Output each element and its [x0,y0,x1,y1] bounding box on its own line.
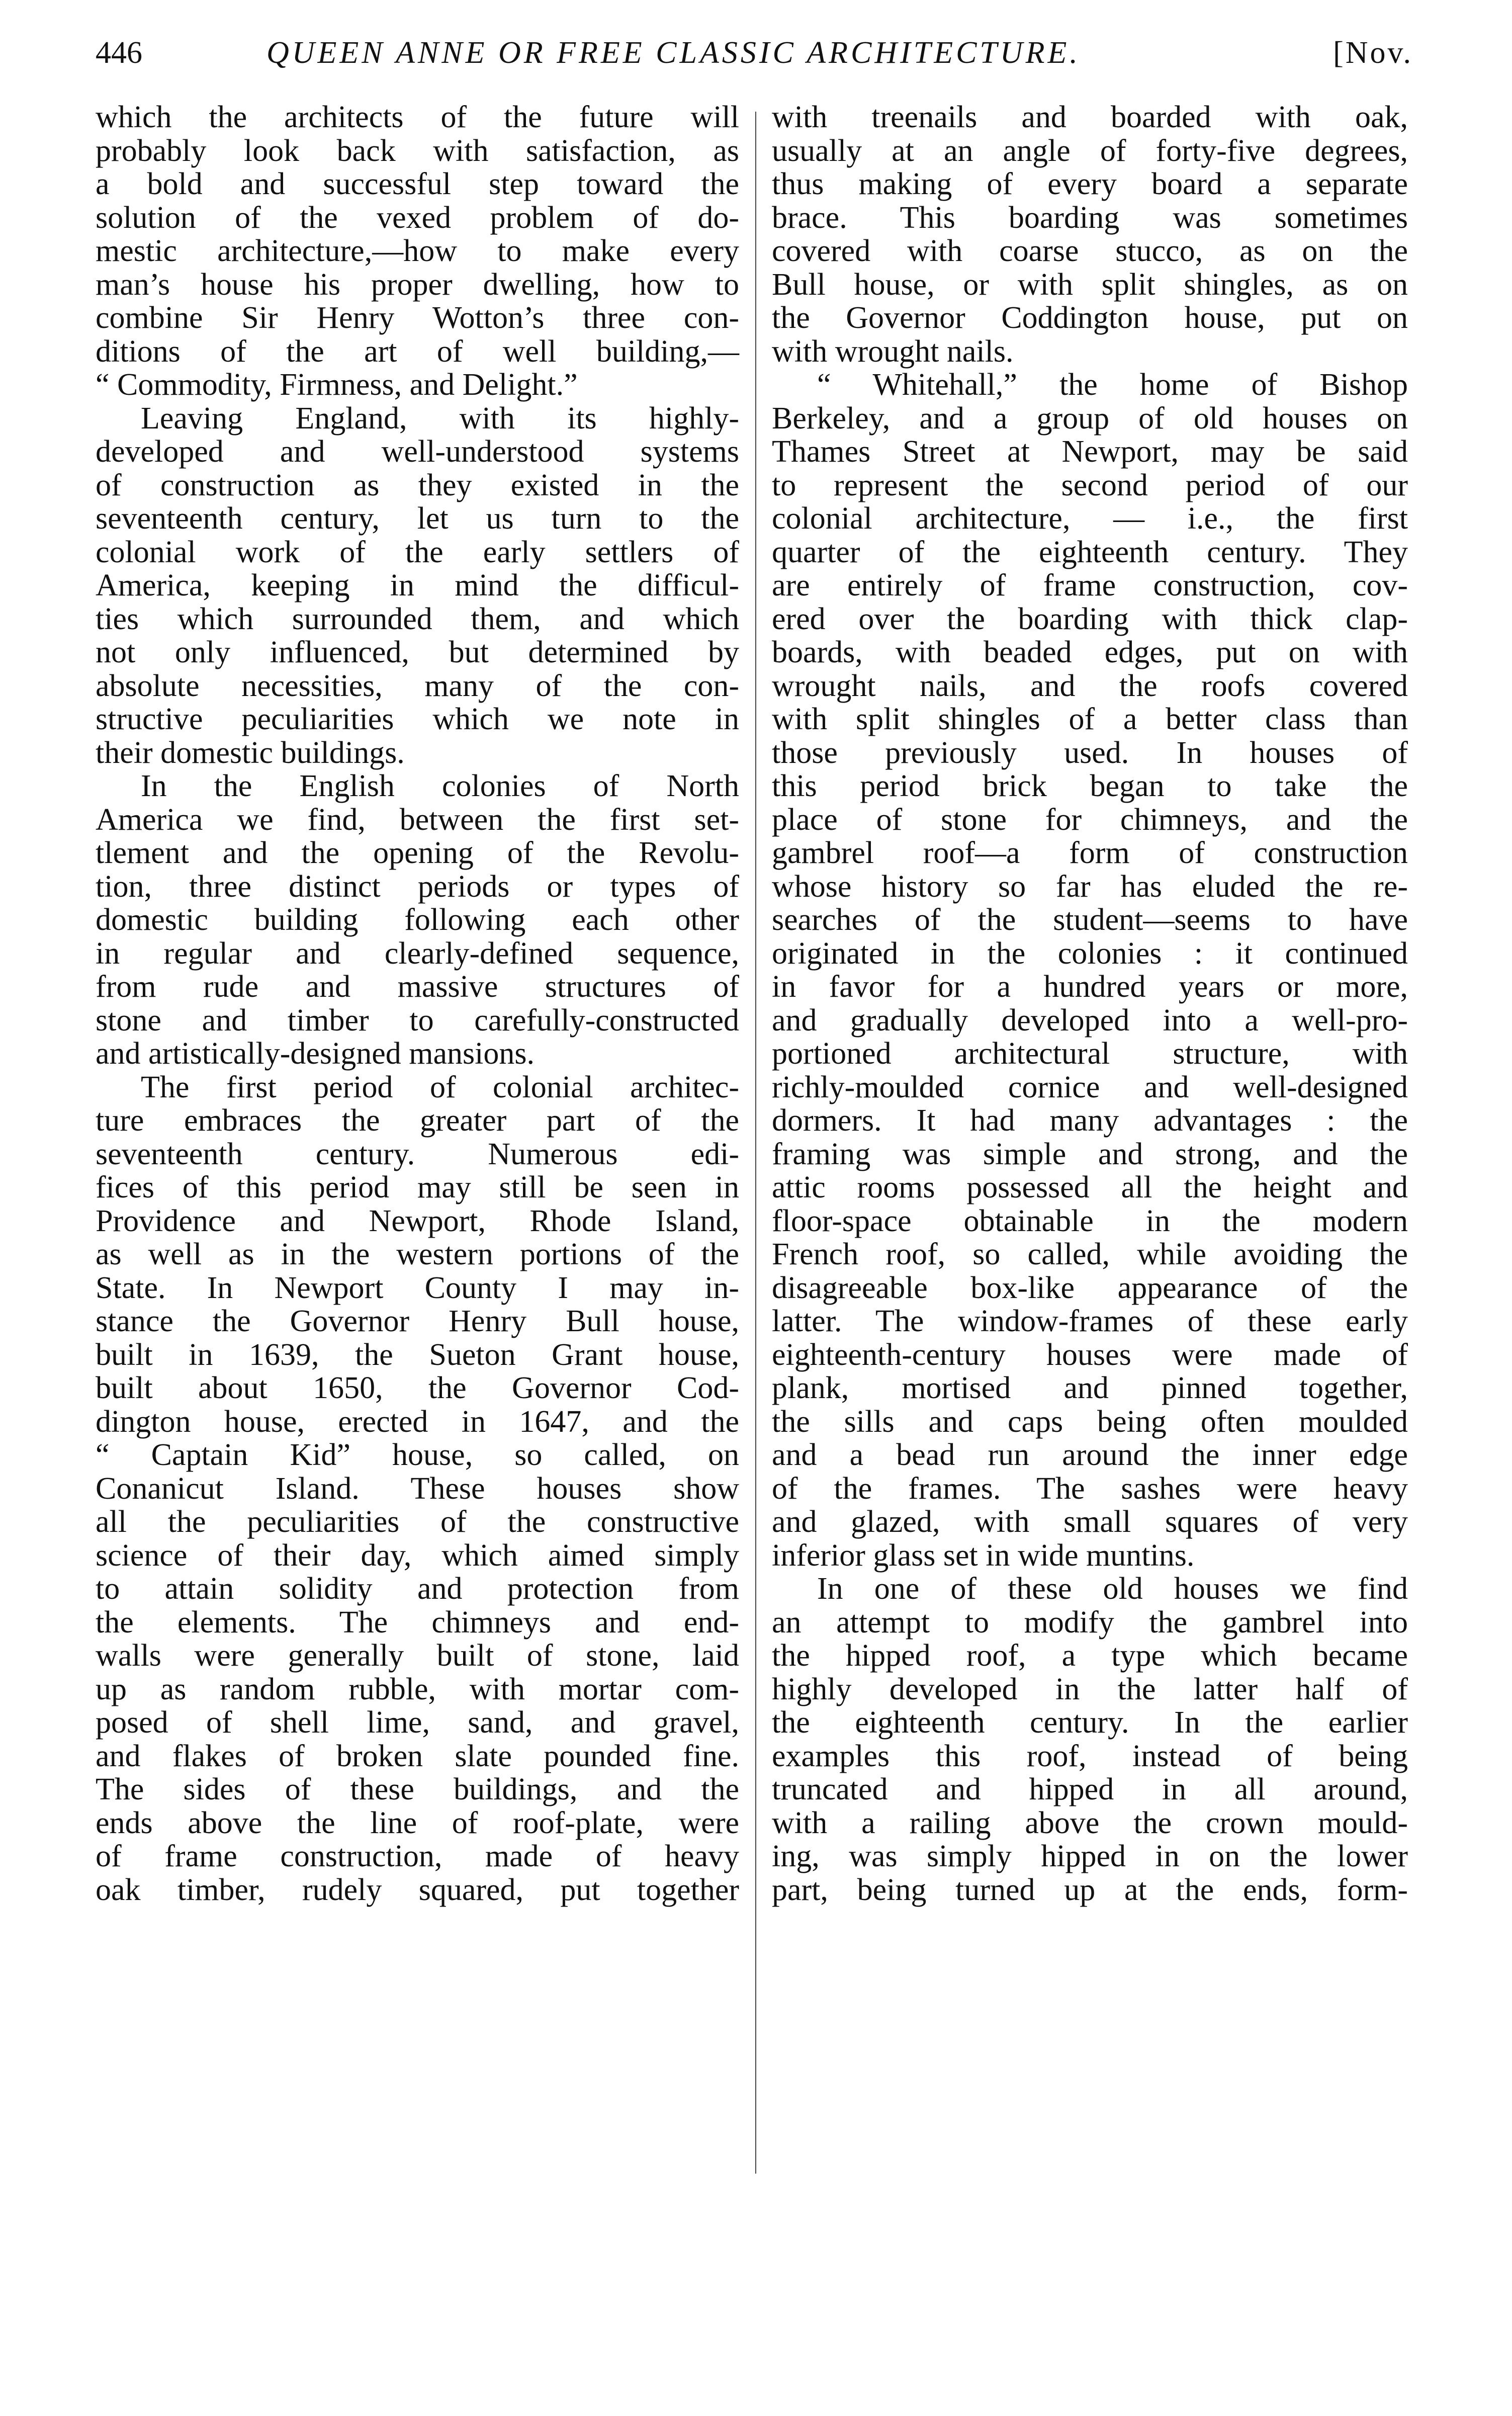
text-line: ends above the line of roof-plate, were [96,1805,739,1840]
text-line: In one of these old houses we find [817,1572,1408,1606]
text-line: walls were generally built of stone, laid [96,1638,739,1673]
text-line: from rude and massive structures of [96,970,739,1004]
text-line: the elements. The chimneys and end- [96,1605,739,1640]
text-line: portioned architectural structure, with [772,1037,1408,1071]
text-line: a bold and successful step toward the [96,167,739,201]
text-line: In the English colonies of North [141,769,739,803]
column-divider [755,112,756,2174]
text-line: to represent the second period of our [772,468,1408,502]
text-line: an attempt to modify the gambrel into [772,1605,1408,1640]
text-line: originated in the colonies : it continued [772,936,1408,971]
text-line: part, being turned up at the ends, form- [772,1872,1408,1907]
text-line: colonial architecture, — i.e., the first [772,501,1408,536]
text-line: man’s house his proper dwelling, how to [96,267,739,302]
text-line: Conanicut Island. These houses show [96,1471,739,1506]
text-line: posed of shell lime, sand, and gravel, [96,1705,739,1740]
text-line: stance the Governor Henry Bull house, [96,1304,739,1338]
text-line: with a railing above the crown mould- [772,1805,1408,1840]
text-line: “ Whitehall,” the home of Bishop [817,368,1408,402]
text-line: solution of the vexed problem of do- [96,200,739,235]
running-title: QUEEN ANNE OR FREE CLASSIC ARCHITECTURE. [266,36,1081,70]
paragraph [96,402,739,770]
text-line: The sides of these buildings, and the [96,1772,739,1806]
text-line: attic rooms possessed all the height and [772,1170,1408,1204]
text-line: stone and timber to carefully-constructed [96,1003,739,1038]
text-line: fices of this period may still be seen in [96,1170,739,1204]
text-line: highly developed in the latter half of [772,1672,1408,1706]
text-line: domestic building following each other [96,903,739,937]
text-line: State. In Newport County I may in- [96,1270,739,1305]
text-line: seventeenth century, let us turn to the [96,501,739,536]
text-line: with treenails and boarded with oak, [772,100,1408,134]
text-line: tlement and the opening of the Revolu- [96,836,739,870]
text-line: covered with coarse stucco, as on the [772,234,1408,268]
text-line: which the architects of the future will [96,100,739,134]
text-line: absolute necessities, many of the con- [96,668,739,703]
text-line: floor-space obtainable in the modern [772,1203,1408,1238]
text-line: The first period of colonial architec- [141,1070,739,1104]
page-header [96,35,1413,80]
text-line: tion, three distinct periods or types of [96,869,739,904]
text-line: whose history so far has eluded the re- [772,869,1408,904]
text-line: examples this roof, instead of being [772,1739,1408,1773]
paragraph [96,769,739,1071]
page-number: 446 [96,36,142,70]
text-line: this period brick began to take the [772,769,1408,803]
text-line: and flakes of broken slate pounded fine. [96,1739,739,1773]
text-line: not only influenced, but determined by [96,635,739,669]
text-line: built in 1639, the Sueton Grant house, [96,1337,739,1372]
text-line: wrought nails, and the roofs covered [772,668,1408,703]
text-line: ditions of the art of well building,— [96,334,739,369]
text-line: their domestic buildings. [96,735,405,770]
text-line: inferior glass set in wide muntins. [772,1538,1195,1573]
text-line: science of their day, which aimed simply [96,1538,739,1573]
paragraph [96,1071,739,1907]
text-line: truncated and hipped in all around, [772,1772,1408,1806]
text-line: America we find, between the first set- [96,802,739,837]
text-line: gambrel roof—a form of construction [772,836,1408,870]
text-line: Providence and Newport, Rhode Island, [96,1203,739,1238]
text-line: America, keeping in mind the difficul- [96,568,739,602]
text-line: the Governor Coddington house, put on [772,301,1408,335]
text-line: ing, was simply hipped in on the lower [772,1839,1408,1873]
text-line: with wrought nails. [772,334,1014,369]
text-line: thus making of every board a separate [772,167,1408,201]
text-line: combine Sir Henry Wotton’s three con- [96,301,739,335]
text-line: the hipped roof, a type which became [772,1638,1408,1673]
text-line: plank, mortised and pinned together, [772,1371,1408,1405]
text-line: structive peculiarities which we note in [96,702,739,736]
text-line: and a bead run around the inner edge [772,1438,1408,1472]
text-line: in regular and clearly-defined sequence, [96,936,739,971]
text-line: of frame construction, made of heavy [96,1839,739,1873]
text-line: brace. This boarding was sometimes [772,200,1408,235]
text-line: in favor for a hundred years or more, [772,970,1408,1004]
text-line: up as random rubble, with mortar com- [96,1672,739,1706]
text-line: ered over the boarding with thick clap- [772,601,1408,636]
text-line: usually at an angle of forty-five degrees, [772,133,1408,168]
text-line: “ Captain Kid” house, so called, on [96,1438,739,1472]
text-line: richly-moulded cornice and well-designed [772,1070,1408,1104]
text-line: and artistically-designed mansions. [96,1037,535,1071]
text-line: quarter of the eighteenth century. They [772,535,1408,569]
text-line: place of stone for chimneys, and the [772,802,1408,837]
text-line: and glazed, with small squares of very [772,1505,1408,1539]
text-line: seventeenth century. Numerous edi- [96,1137,739,1171]
text-line: eighteenth-century houses were made of [772,1337,1408,1372]
text-line: oak timber, rudely squared, put together [96,1872,739,1907]
paragraph [96,101,739,402]
text-line: Leaving England, with its highly- [141,401,739,436]
text-line: ture embraces the greater part of the [96,1103,739,1138]
text-line: the eighteenth century. In the earlier [772,1705,1408,1740]
left-column [96,101,739,1907]
text-line: dormers. It had many advantages : the [772,1103,1408,1138]
text-line: to attain solidity and protection from [96,1572,739,1606]
text-line: Berkeley, and a group of old houses on [772,401,1408,436]
paragraph [772,1572,1408,1907]
text-line: colonial work of the early settlers of [96,535,739,569]
text-line: and gradually developed into a well-pro- [772,1003,1408,1038]
text-line: with split shingles of a better class than [772,702,1408,736]
text-line: French roof, so called, while avoiding the [772,1237,1408,1271]
issue-month: [Nov. [1333,36,1413,70]
text-line: disagreeable box-like appearance of the [772,1270,1408,1305]
text-line: the sills and caps being often moulded [772,1404,1408,1439]
text-line: developed and well-understood systems [96,435,739,469]
text-line: “ Commodity, Firmness, and Delight.” [96,368,578,402]
text-line: as well as in the western portions of the [96,1237,739,1271]
text-line: Bull house, or with split shingles, as on [772,267,1408,302]
text-line: are entirely of frame construction, cov- [772,568,1408,602]
text-line: Thames Street at Newport, may be said [772,435,1408,469]
text-line: all the peculiarities of the constructive [96,1505,739,1539]
text-line: framing was simple and strong, and the [772,1137,1408,1171]
text-line: built about 1650, the Governor Cod- [96,1371,739,1405]
text-line: those previously used. In houses of [772,735,1408,770]
text-line: mestic architecture,—how to make every [96,234,739,268]
right-column [772,101,1408,1907]
paragraph [772,368,1408,1572]
paragraph [772,101,1408,368]
text-line: probably look back with satisfaction, as [96,133,739,168]
text-line: of the frames. The sashes were heavy [772,1471,1408,1506]
text-line: dington house, erected in 1647, and the [96,1404,739,1439]
text-line: latter. The window-frames of these early [772,1304,1408,1338]
text-line: of construction as they existed in the [96,468,739,502]
text-line: boards, with beaded edges, put on with [772,635,1408,669]
text-line: searches of the student—seems to have [772,903,1408,937]
text-line: ties which surrounded them, and which [96,601,739,636]
